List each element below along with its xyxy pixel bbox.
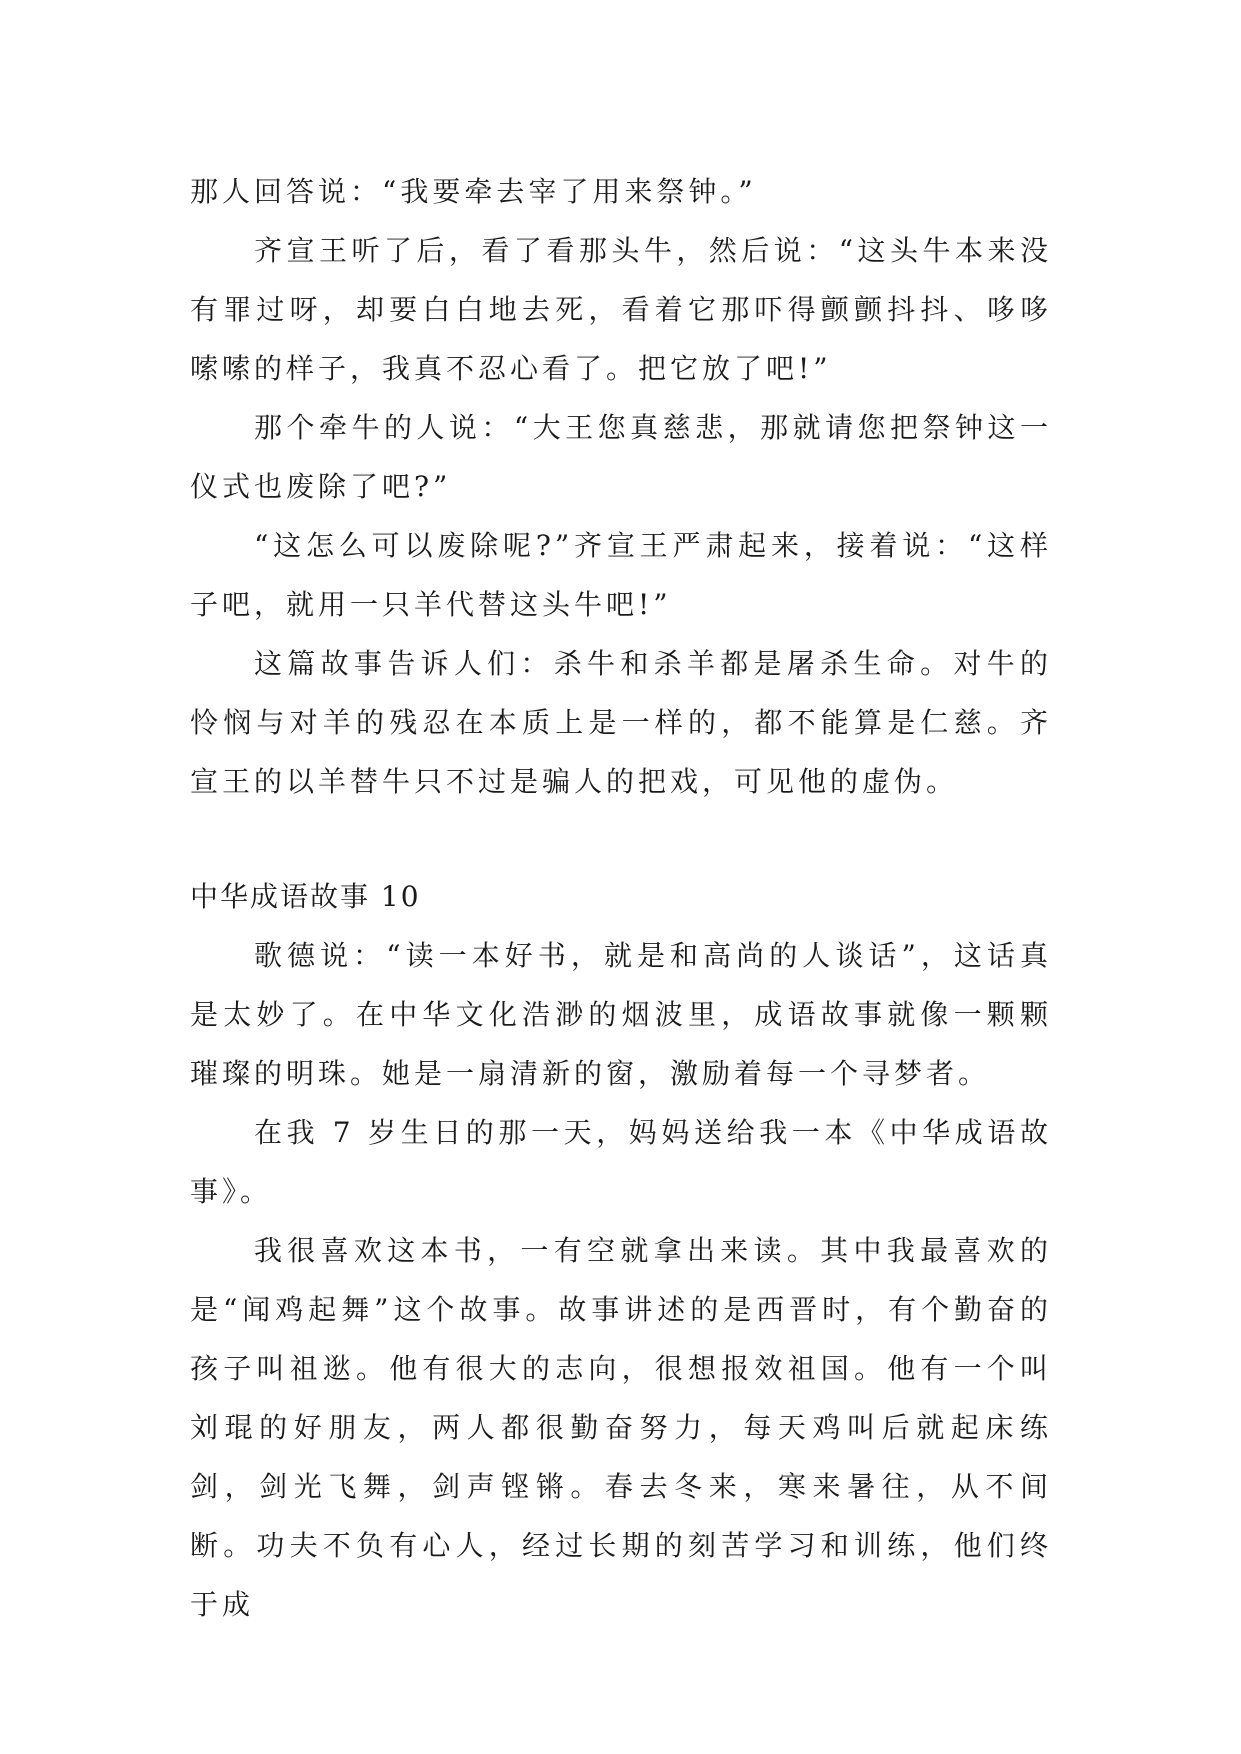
paragraph: “这怎么可以废除呢?”齐宣王严肃起来，接着说：“这样子吧，就用一只羊代替这头牛吧!” [190,529,1052,621]
paragraph: 那人回答说：“我要牵去宰了用来祭钟。” [190,175,757,208]
paragraph: 我很喜欢这本书，一有空就拿出来读。其中我最喜欢的是“闻鸡起舞”这个故事。故事讲述的是西晋时，有个勤奋的孩子叫祖逖。他有很大的志向，很想报效祖国。他有一个叫刘琨的好朋友，两人都很勤奋努力，每天鸡叫后就起床练剑，剑光飞舞，剑声铿锵。春去冬来，寒来暑往，从不间断。功夫不负有心人，经过长期的刻苦学习和训练，他们终于成 [190,1234,1052,1621]
paragraph: 在我 7 岁生日的那一天，妈妈送给我一本《中华成语故事》。 [190,1116,1052,1208]
paragraph: 那个牵牛的人说：“大王您真慈悲，那就请您把祭钟这一仪式也废除了吧?” [190,411,1052,503]
section-title: 中华成语故事 10 [190,880,421,913]
paragraph: 歌德说：“读一本好书，就是和高尚的人谈话”，这话真是太妙了。在中华文化浩渺的烟波里，成语故事就像一颗颗璀璨的明珠。她是一扇清新的窗，激励着每一个寻梦者。 [190,939,1052,1090]
paragraph: 这篇故事告诉人们：杀牛和杀羊都是屠杀生命。对牛的怜悯与对羊的残忍在本质上是一样的，都不能算是仁慈。齐宣王的以羊替牛只不过是骗人的把戏，可见他的虚伪。 [190,647,1052,798]
document-body [190,162,1052,1634]
paragraph: 齐宣王听了后，看了看那头牛，然后说：“这头牛本来没有罪过呀，却要白白地去死，看着它那吓得颤颤抖抖、哆哆嗦嗦的样子，我真不忍心看了。把它放了吧!” [190,234,1052,385]
